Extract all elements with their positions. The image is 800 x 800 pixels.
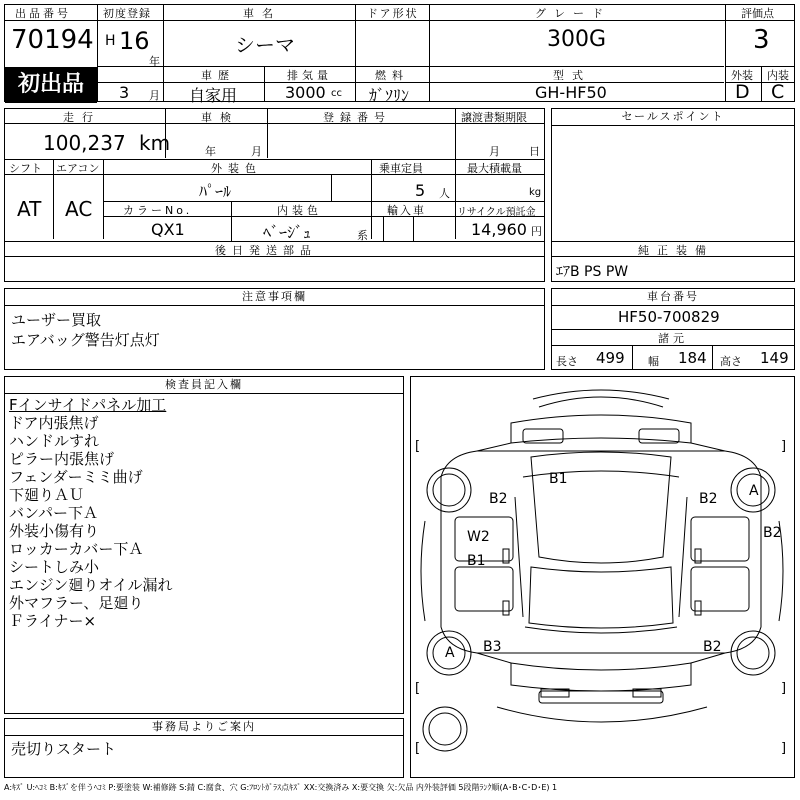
- score: 3: [753, 25, 770, 55]
- length: 499: [596, 349, 625, 367]
- ac: AC: [65, 197, 93, 221]
- load-unit: kg: [529, 187, 542, 198]
- damage-mark: W2: [467, 529, 490, 545]
- model-label: 型式: [553, 69, 591, 82]
- transfer-day: 日: [529, 145, 540, 158]
- ac-label: エアコン: [56, 162, 100, 175]
- inspector-item: ハンドルすれ: [9, 432, 100, 450]
- height: 149: [760, 349, 789, 367]
- year-unit: 年: [149, 55, 160, 68]
- year: 16: [119, 27, 150, 55]
- bracket: [: [415, 741, 421, 756]
- bracket: ]: [781, 439, 787, 454]
- inspector-item: 外マフラー、足廻り: [9, 594, 144, 612]
- car-name-label: 車名: [243, 7, 281, 20]
- history: 自家用: [189, 86, 238, 105]
- width: 184: [678, 349, 707, 367]
- inspection-year-unit: 年: [205, 145, 216, 158]
- fuel-label: 燃料: [375, 69, 409, 82]
- office-box: [4, 718, 404, 778]
- specs-box: [4, 108, 545, 282]
- door-label: ドア形状: [367, 7, 419, 20]
- lot-no-label: 出品番号: [15, 7, 71, 20]
- width-label: 幅: [648, 355, 659, 368]
- color-no-label: カラーNo.: [123, 204, 193, 217]
- inspector-item: Ｆライナー×: [9, 612, 97, 630]
- genuine-label: 純正装備: [638, 244, 714, 257]
- damage-mark: B2: [703, 639, 722, 655]
- inspector-item: シートしみ小: [9, 558, 100, 576]
- dims-label: 諸元: [658, 332, 688, 345]
- notes-label: 注意事項欄: [5, 289, 544, 306]
- inspector-item: 外装小傷有り: [9, 522, 100, 540]
- sales-point-box: [551, 108, 795, 282]
- transfer-label: 譲渡書類期限: [461, 111, 527, 124]
- car-outline: [411, 377, 794, 777]
- inspector-item: エンジン廻りオイル漏れ: [9, 576, 173, 594]
- inspector-item: 下廻りＡＵ: [9, 486, 85, 504]
- notes-box: [4, 288, 545, 370]
- grade: 300G: [547, 27, 607, 52]
- genuine: ｴｱB PS PW: [556, 264, 629, 280]
- displacement-label: 排気量: [287, 69, 332, 82]
- damage-mark: B1: [467, 553, 486, 569]
- inspector-item: バンパー下Ａ: [9, 504, 98, 522]
- mileage: 100,237: [43, 131, 126, 155]
- recycle-label: リサイクル預託金: [457, 207, 536, 218]
- note-line: エアバッグ警告灯点灯: [11, 331, 160, 349]
- recycle-unit: 円: [531, 225, 542, 238]
- history-label: 車歴: [201, 69, 235, 82]
- bracket: [: [415, 439, 421, 454]
- color-no: QX1: [151, 220, 185, 239]
- inspector-box: [4, 376, 404, 714]
- load-label: 最大積載量: [467, 162, 522, 175]
- ext-grade: D: [735, 81, 750, 103]
- plate-label: 登録番号: [323, 111, 391, 124]
- inspector-item: フェンダーミミ曲げ: [9, 468, 143, 486]
- inspector-item: ロッカーカバー下Ａ: [9, 540, 144, 558]
- interior-color-label: 内装色: [277, 204, 322, 217]
- chassis: HF50-700829: [618, 308, 720, 326]
- car-diagram: [410, 376, 795, 778]
- fuel: ｶﾞｿﾘﾝ: [369, 86, 410, 105]
- legend: A:ｷｽﾞ U:ﾍｺﾐ B:ｷｽﾞを伴うﾍｺﾐ P:要塗装 W:補修跡 S:錆 C:腐食、穴 G:ﾌﾛﾝﾄｶﾞﾗｽ点ｷｽﾞ XX:交換済み X:要交換 欠:欠品 内外装評価 5段階ﾗﾝｸ順(A･B･C･D･E) 1: [4, 783, 558, 792]
- damage-mark: B3: [483, 639, 502, 655]
- damage-mark: B2: [489, 491, 508, 507]
- model: GH-HF50: [535, 83, 607, 102]
- inspection-label: 車検: [201, 111, 239, 124]
- transfer-month: 月: [489, 145, 500, 158]
- length-label: 長さ: [556, 355, 578, 368]
- shift: AT: [17, 197, 42, 221]
- displacement-unit: cc: [331, 88, 342, 99]
- damage-mark: B2: [763, 525, 782, 541]
- note-line: ユーザー買取: [11, 311, 102, 329]
- chassis-label: 車台番号: [552, 289, 794, 306]
- month-unit: 月: [149, 89, 160, 102]
- chassis-box: [551, 288, 795, 370]
- inspection-month-unit: 月: [251, 145, 262, 158]
- score-label: 評価点: [741, 7, 774, 20]
- lot-no: 70194: [11, 25, 94, 55]
- sales-point-label: セールスポイント: [552, 109, 794, 126]
- shift-label: シフト: [9, 162, 42, 175]
- seats: 5: [415, 181, 426, 200]
- inspector-item: ピラー内張焦げ: [9, 450, 115, 468]
- later-parts-label: 後日発送部品: [215, 244, 317, 257]
- first-listing-badge: 初出品: [5, 67, 97, 103]
- import-label: 輸入車: [387, 204, 426, 217]
- damage-mark: A: [445, 645, 455, 661]
- damage-mark: A: [749, 483, 759, 499]
- inspector-item: ドア内張焦げ: [9, 414, 99, 432]
- seats-unit: 人: [439, 187, 450, 200]
- color-label: 外装色: [211, 162, 262, 175]
- month: 3: [119, 83, 130, 102]
- interior-color: ﾍﾞｰｼﾞｭ: [263, 223, 312, 242]
- era: H: [105, 33, 116, 49]
- damage-mark: B1: [549, 471, 568, 487]
- office-label: 事務局よりご案内: [5, 719, 403, 736]
- inspector-item: Fインサイドパネル加工: [9, 396, 167, 414]
- bracket: ]: [781, 681, 787, 696]
- grade-label: グレード: [535, 7, 611, 20]
- recycle: 14,960: [471, 220, 527, 239]
- mileage-label: 走行: [63, 111, 101, 124]
- car-name: シーマ: [235, 33, 295, 57]
- interior-color-unit: 系: [357, 229, 368, 242]
- header-box: [4, 4, 795, 105]
- height-label: 高さ: [720, 355, 742, 368]
- mileage-unit: km: [139, 131, 171, 155]
- bracket: ]: [781, 741, 787, 756]
- office: 売切りスタート: [11, 740, 117, 758]
- color: ﾊﾟｰﾙ: [199, 182, 232, 201]
- displacement: 3000: [285, 83, 326, 102]
- inspector-label: 検査員記入欄: [5, 377, 403, 394]
- bracket: [: [415, 681, 421, 696]
- seats-label: 乗車定員: [379, 162, 423, 175]
- ext-label: 外装: [731, 69, 753, 82]
- reg-label: 初度登録: [103, 7, 151, 20]
- int-label: 内装: [767, 69, 789, 82]
- damage-mark: B2: [699, 491, 718, 507]
- int-grade: C: [771, 81, 785, 103]
